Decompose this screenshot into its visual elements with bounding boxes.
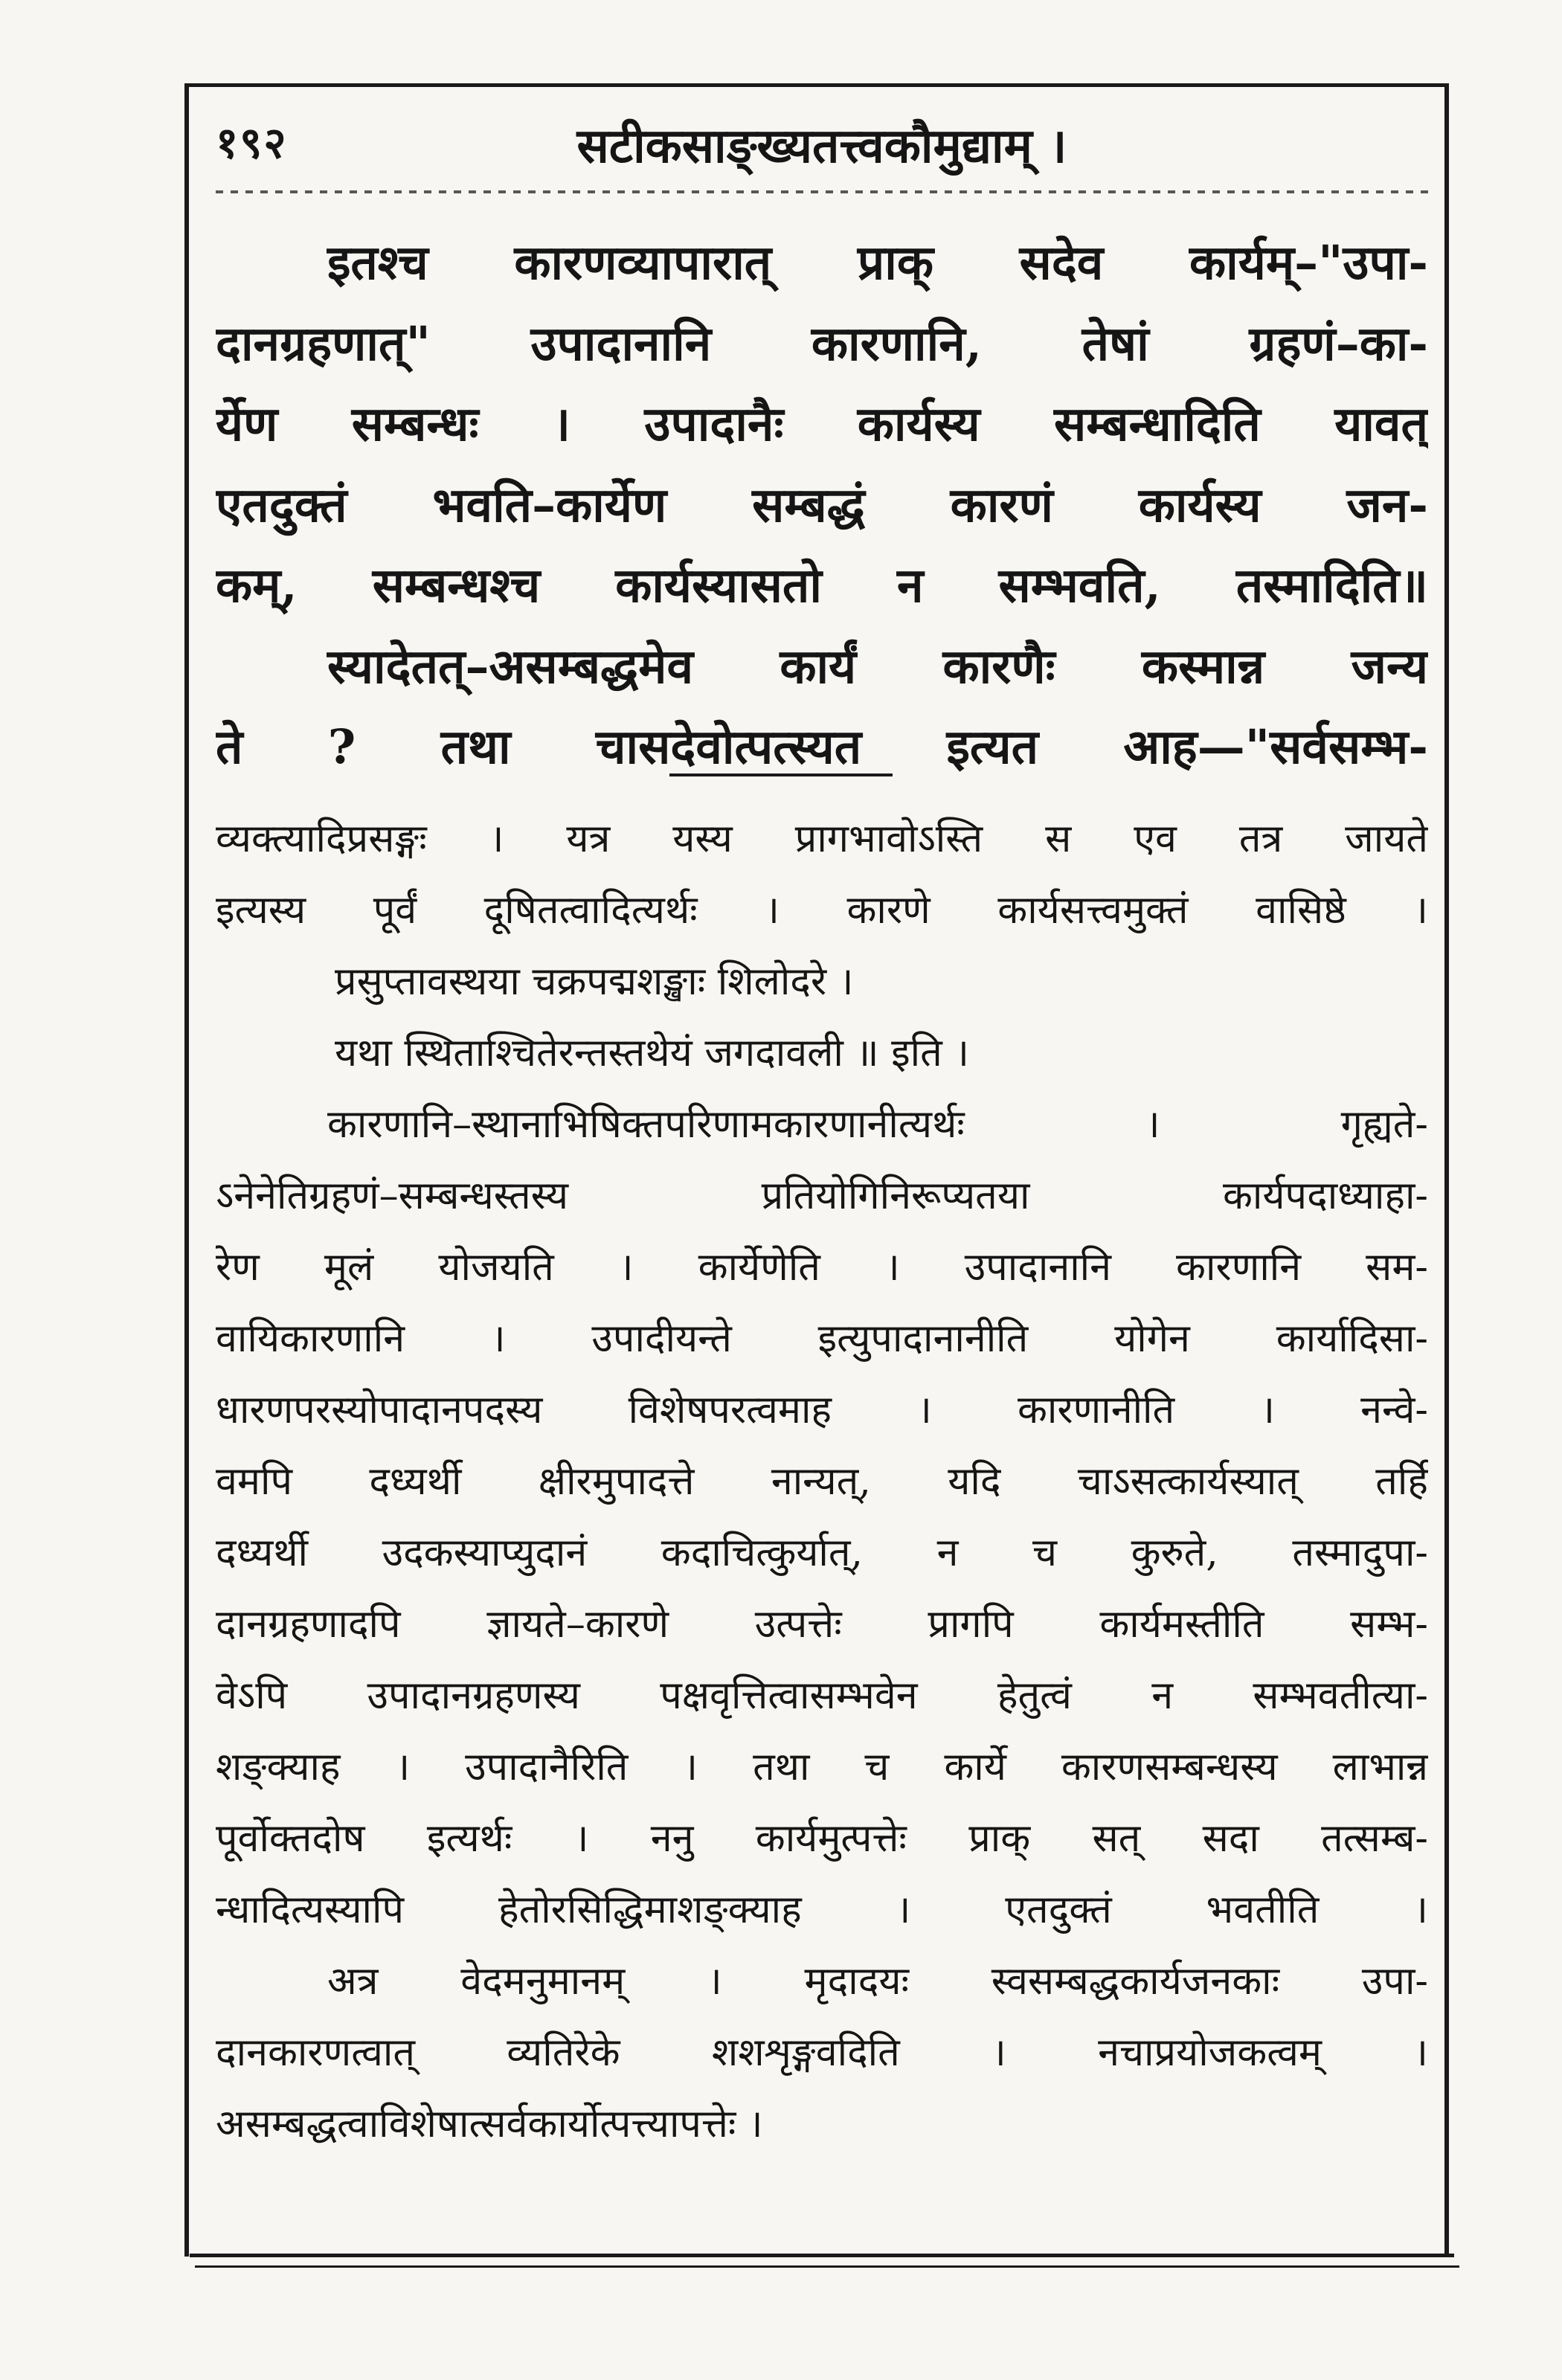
running-head: सटीकसाङ्ख्यतत्त्वकौमुद्याम् । — [576, 118, 1067, 174]
commentary-line: दानग्रहणादपि ज्ञायते–कारणे उत्पत्तेः प्रागपि कार्यमस्तीति सम्भ- — [216, 1602, 1428, 1647]
commentary-line: धारणपरस्योपादानपदस्य विशेषपरत्वमाह । कारणानीति । नन्वे- — [216, 1388, 1428, 1432]
commentary-line: दानकारणत्वात् व्यतिरेके शशशृङ्गवदिति । नचाप्रयोजकत्वम् । — [216, 2030, 1428, 2075]
commentary-line: शङ्क्याह । उपादानैरिति । तथा च कार्ये कारणसम्बन्धस्य लाभान्न — [216, 1745, 1428, 1789]
verse-line: प्रसुप्तावस्थया चक्रपद्मशङ्खाः शिलोदरे । — [335, 959, 854, 1004]
page-number: १९२ — [216, 118, 288, 168]
main-text-line: कम्, सम्बन्धश्च कार्यस्यासतो न सम्भवति, तस्मादिति॥ — [216, 558, 1428, 614]
bottom-border-rule-double — [195, 2265, 1459, 2268]
page-header — [216, 112, 1428, 193]
main-text-line: ते ? तथा चासदेवोत्पत्स्यत इत्यत आह—"सर्वसम्भ- — [216, 719, 1428, 775]
footnote-separator — [669, 774, 893, 776]
commentary-line: पूर्वोक्तदोष इत्यर्थः । ननु कार्यमुत्पत्तेः प्राक् सत् सदा तत्सम्ब- — [216, 1816, 1428, 1861]
commentary-line: अत्र वेदमनुमानम् । मृदादयः स्वसम्बद्धकार्यजनकाः उपा- — [327, 1959, 1428, 2004]
main-text-line: र्येण सम्बन्धः । उपादानैः कार्यस्य सम्बन्धादिति यावत् — [216, 396, 1428, 452]
commentary-line: असम्बद्धत्वाविशेषात्सर्वकार्योत्पत्त्यापत्तेः । — [216, 2102, 763, 2146]
commentary-line: न्धादित्यस्यापि हेतोरसिद्धिमाशङ्क्याह । एतदुक्तं भवतीति । — [216, 1888, 1428, 1932]
header-rule — [216, 190, 1428, 193]
commentary-line: ऽनेनेतिग्रहणं–सम्बन्धस्तस्य प्रतियोगिनिरूप्यतया कार्यपदाध्याहा- — [216, 1174, 1428, 1218]
commentary-line: वेऽपि उपादानग्रहणस्य पक्षवृत्तित्वासम्भवेन हेतुत्वं न सम्भवतीत्या- — [216, 1673, 1428, 1718]
commentary-line: व्यक्त्यादिप्रसङ्गः । यत्र यस्य प्रागभावोऽस्ति स एव तत्र जायते — [216, 817, 1428, 861]
commentary-line: रेण मूलं योजयति । कार्येणेति । उपादानानि कारणानि सम- — [216, 1245, 1428, 1290]
main-text-line: स्यादेतत्–असम्बद्धमेव कार्यं कारणैः कस्मान्न जन्य — [327, 638, 1428, 695]
commentary-line: वायिकारणानि । उपादीयन्ते इत्युपादानानीति योगेन कार्यादिसा- — [216, 1316, 1428, 1361]
commentary-line: कारणानि–स्थानाभिषिक्तपरिणामकारणानीत्यर्थः । गृह्यते- — [327, 1102, 1428, 1147]
bottom-border-rule — [190, 2254, 1454, 2257]
main-text-line: इतश्च कारणव्यापारात् प्राक् सदेव कार्यम्–"उपा- — [327, 235, 1428, 291]
commentary-line: दध्यर्थी उदकस्याप्युदानं कदाचित्कुर्यात्, न च कुरुते, तस्मादुपा- — [216, 1531, 1428, 1575]
main-text — [216, 223, 1428, 788]
commentary-line: वमपि दध्यर्थी क्षीरमुपादत्ते नान्यत्, यदि चाऽसत्कार्यस्यात् तर्हि — [216, 1459, 1428, 1504]
commentary-line: इत्यस्य पूर्वं दूषितत्वादित्यर्थः । कारणे कार्यसत्त्वमुक्तं वासिष्ठे । — [216, 888, 1428, 933]
verse-line: यथा स्थिताश्चितेरन्तस्तथेयं जगदावली ॥ इति । — [335, 1031, 969, 1075]
main-text-line: दानग्रहणात्" उपादानानि कारणानि, तेषां ग्रहणं–का- — [216, 315, 1428, 372]
commentary-text — [216, 803, 1428, 2160]
main-text-line: एतदुक्तं भवति–कार्येण सम्बद्धं कारणं कार्यस्य जन- — [216, 477, 1428, 533]
